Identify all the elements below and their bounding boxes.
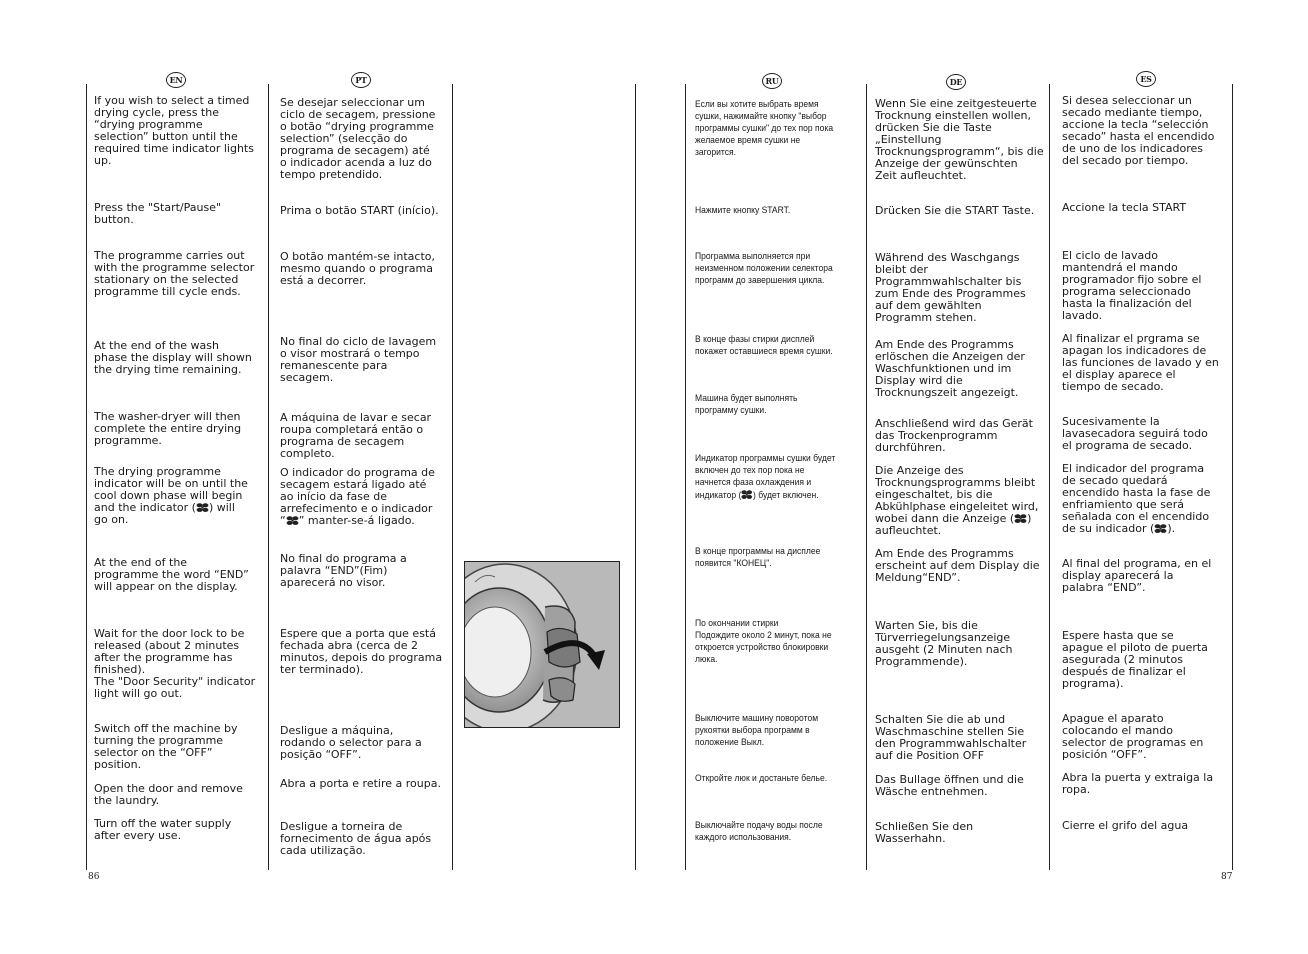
en-step-6-text: The drying programme indicator will be on until the cool down phase will begin and the indicator ( bbox=[94, 465, 248, 514]
es-step-5: Sucesivamente la lavasecadora seguirá todo el programa de secado. bbox=[1062, 415, 1208, 452]
en-step-6 bbox=[94, 466, 248, 526]
de-step-10: Das Bullage öffnen und die Wäsche entnehmen. bbox=[875, 773, 1024, 798]
es-step-9: Apague el aparato colocando el mando selector de programas en posición “OFF”. bbox=[1062, 712, 1204, 761]
de-step-6-text-end: ) aufleuchtet. bbox=[875, 512, 1032, 537]
en-step-6-text-end: ) will go on. bbox=[94, 501, 235, 526]
fan-icon bbox=[1014, 513, 1027, 524]
ru-step-2: Нажмите кнопку START. bbox=[695, 205, 791, 216]
washer-door-illustration bbox=[464, 561, 620, 728]
de-step-6 bbox=[875, 465, 1038, 537]
ru-step-8: По окончании стирки Подождите около 2 минут, пока не откроется устройство блокировки люка. bbox=[695, 618, 832, 665]
es-step-6 bbox=[1062, 463, 1210, 535]
pt-step-5: A máquina de lavar e secar roupa completará então o programa de secagem completo. bbox=[280, 411, 432, 460]
pt-step-6-text-end: ” manter-se-á ligado. bbox=[298, 514, 415, 527]
column-rule bbox=[1232, 84, 1233, 870]
de-step-4: Am Ende des Programms erlöschen die Anzeigen der Waschfunktionen und im Display wird die Trocknungszeit angezeigt. bbox=[875, 338, 1025, 399]
es-step-8: Espere hasta que se apague el piloto de puerta asegurada (2 minutos después de finalizar el programa). bbox=[1062, 629, 1208, 690]
es-step-7: Al final del programa, en el display aparecerá la palabra “END”. bbox=[1062, 557, 1212, 594]
pt-step-6-text: O indicador do programa de secagem estará ligado até ao início da fase de arrefecimento e o indicador “ bbox=[280, 466, 435, 527]
en-step-4: At the end of the wash phase the display will shown the drying time remaining. bbox=[94, 339, 252, 376]
pt-step-9: Desligue a máquina, rodando o selector para a posição “OFF”. bbox=[280, 724, 422, 761]
ru-step-1: Если вы хотите выбрать время сушки, нажимайте кнопку "выбор программы сушки" до тех пор пока желаемое время сушки не загорится. bbox=[695, 99, 834, 158]
ru-step-7: В конце программы на дисплее появится "КОНЕЦ". bbox=[695, 546, 821, 569]
pt-step-11: Desligue a torneira de fornecimento de água após cada utilização. bbox=[280, 820, 432, 857]
column-rule bbox=[268, 84, 269, 870]
pt-step-4: No final do ciclo de lavagem o visor mostrará o tempo remanescente para secagem. bbox=[280, 335, 437, 384]
de-step-7: Am Ende des Programms erscheint auf dem Display die Meldung“END”. bbox=[875, 547, 1040, 584]
es-step-6-text-end: ). bbox=[1167, 522, 1176, 535]
column-rule bbox=[866, 84, 867, 870]
es-step-1: Si desea seleccionar un secado mediante tiempo, accione la tecla “selección secado” hasta el encendido de uno de los indicadores del secado por tiempo. bbox=[1062, 94, 1215, 167]
ru-step-4: В конце фазы стирки дисплей покажет оставшиеся время сушки. bbox=[695, 334, 833, 357]
es-step-2: Accione la tecla START bbox=[1062, 201, 1187, 214]
en-step-2: Press the "Start/Pause" button. bbox=[94, 201, 222, 226]
es-step-4: Al finalizar el prgrama se apagan los indicadores de las funciones de lavado y en el display aparece el tiempo de secado. bbox=[1062, 332, 1219, 393]
de-step-1: Wenn Sie eine zeitgesteuerte Trocknung einstellen wollen, drücken Sie die Taste „Einstellung Trocknungsprogramm“, bis die Anzeige der gewünschten Zeit aufleuchtet. bbox=[875, 97, 1044, 182]
fan-icon bbox=[1154, 523, 1167, 534]
es-step-6-text: El indicador del programa de secado quedará encendido hasta la fase de enfriamiento que será señalada con el encendido de su indicador ( bbox=[1062, 462, 1211, 535]
ru-step-9: Выключите машину поворотом рукоятки выбора программ в положение Выкл. bbox=[695, 713, 819, 748]
ru-step-10: Откройте люк и достаньте белье. bbox=[695, 773, 828, 784]
en-step-9: Switch off the machine by turning the programme selector on the “OFF” position. bbox=[94, 722, 238, 771]
page-number-left: 86 bbox=[88, 872, 100, 882]
en-step-8: Wait for the door lock to be released (about 2 minutes after the programme has finished). The "Door Security" indicator light will go out. bbox=[94, 627, 256, 700]
es-step-10: Abra la puerta y extraiga la ropa. bbox=[1062, 771, 1214, 796]
pt-step-6 bbox=[280, 467, 435, 527]
pt-step-3: O botão mantém-se intacto, mesmo quando o programa está a decorrer. bbox=[280, 250, 436, 287]
en-step-3: The programme carries out with the programme selector stationary on the selected programme till cycle ends. bbox=[94, 249, 255, 298]
ru-step-6-text-end: ) будет включен. bbox=[753, 490, 819, 501]
fan-icon bbox=[286, 515, 299, 526]
de-step-8: Warten Sie, bis die Türverriegelungsanzeige ausgeht (2 Minuten nach Programmende). bbox=[875, 619, 1013, 668]
page-gutter-left bbox=[635, 84, 636, 870]
de-step-11: Schließen Sie den Wasserhahn. bbox=[875, 820, 974, 845]
en-step-11: Turn off the water supply after every use. bbox=[94, 817, 232, 842]
es-step-11: Cierre el grifo del agua bbox=[1062, 819, 1189, 832]
en-step-1: If you wish to select a timed drying cycle, press the “drying programme selection” button until the required time indicator lights up. bbox=[94, 94, 254, 167]
pt-step-2: Prima o botão START (início). bbox=[280, 204, 439, 217]
es-step-3: El ciclo de lavado mantendrá el mando programador fijo sobre el programa seleccionado hasta la finalización del lavado. bbox=[1062, 249, 1202, 322]
en-step-7: At the end of the programme the word “END” will appear on the display. bbox=[94, 556, 249, 593]
column-rule bbox=[1049, 84, 1050, 870]
ru-step-3: Программа выполняется при неизменном положении селектора программ до завершения цикла. bbox=[695, 251, 833, 286]
language-badge-de: DE bbox=[946, 74, 966, 90]
pt-step-10: Abra a porta e retire a roupa. bbox=[280, 777, 441, 790]
language-badge-es: ES bbox=[1136, 71, 1156, 87]
ru-step-5: Машина будет выполнять программу сушки. bbox=[695, 393, 798, 416]
de-step-5: Anschließend wird das Gerät das Trockenprogramm durchführen. bbox=[875, 417, 1033, 454]
page-number-right: 87 bbox=[1221, 872, 1233, 882]
language-badge-en: EN bbox=[166, 72, 186, 88]
page-gutter-right bbox=[685, 84, 686, 870]
fan-icon bbox=[741, 489, 753, 500]
column-rule bbox=[86, 84, 87, 870]
pt-step-8: Espere que a porta que está fechada abra (cerca de 2 minutos, depois do programa ter terminado). bbox=[280, 627, 443, 676]
ru-step-6-text: Индикатор программы сушки будет включен до тех пор пока не начнется фаза охлаждения и индикатор ( bbox=[695, 453, 836, 501]
language-badge-pt: PT bbox=[351, 72, 371, 88]
ru-step-6 bbox=[695, 453, 835, 502]
pt-step-7: No final do programa a palavra “END”(Fim) aparecerá no visor. bbox=[280, 552, 407, 589]
de-step-9: Schalten Sie die ab und Waschmaschine stellen Sie den Programmwahlschalter auf die Position OFF bbox=[875, 713, 1027, 762]
en-step-5: The washer-dryer will then complete the entire drying programme. bbox=[94, 410, 242, 447]
de-step-2: Drücken Sie die START Taste. bbox=[875, 204, 1035, 217]
de-step-6-text: Die Anzeige des Trocknungsprogramms bleibt eingeschaltet, bis die Abkühlphase eingeleitet wird, wobei dann die Anzeige ( bbox=[875, 464, 1039, 525]
language-badge-ru: RU bbox=[762, 73, 782, 89]
fan-icon bbox=[196, 502, 209, 513]
column-rule bbox=[452, 84, 453, 870]
pt-step-1: Se desejar seleccionar um ciclo de secagem, pressione o botão “drying programme selection” (selecção do programa de secagem) até o indicador acenda a luz do tempo pretendido. bbox=[280, 96, 436, 181]
en-step-10: Open the door and remove the laundry. bbox=[94, 782, 243, 807]
ru-step-11: Выключайте подачу воды после каждого использования. bbox=[695, 820, 823, 843]
de-step-3: Während des Waschgangs bleibt der Programmwahlschalter bis zum Ende des Programmes auf dem gewählten Programm stehen. bbox=[875, 251, 1026, 324]
